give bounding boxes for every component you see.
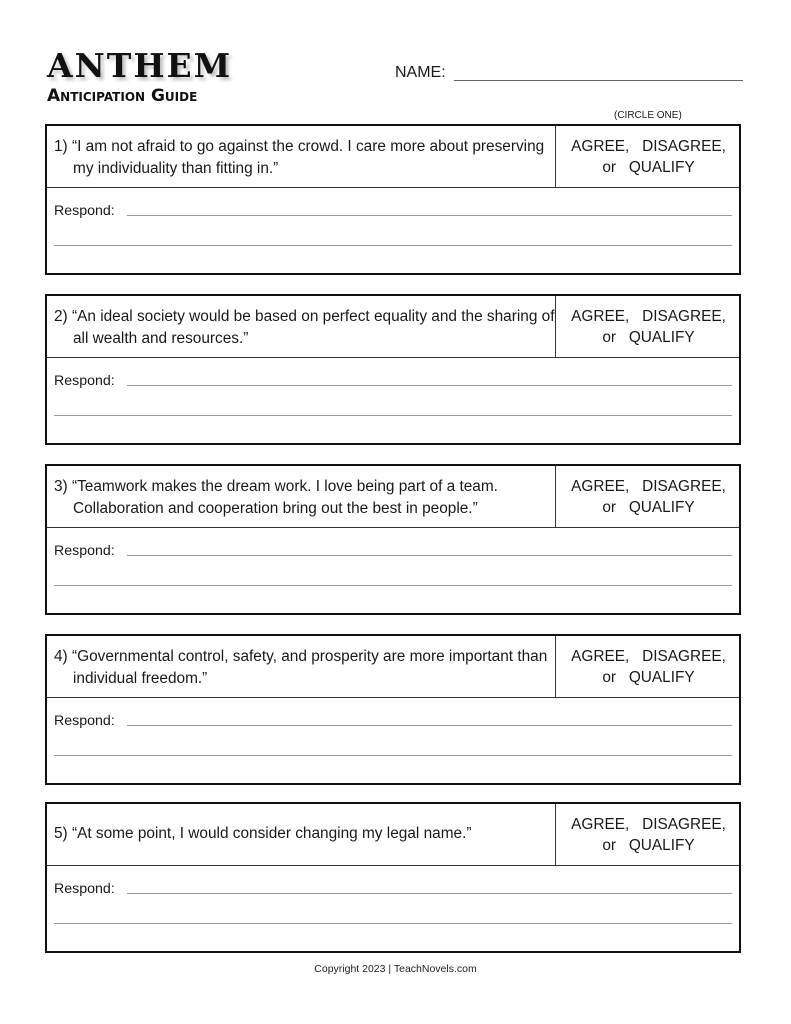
question-box-1 bbox=[45, 124, 741, 275]
question-text bbox=[54, 476, 568, 520]
question-row bbox=[47, 126, 739, 188]
question-statement: “I am not afraid to go against the crowd. I care more about preserving my individuality than fitting in.” bbox=[71, 138, 545, 177]
question-text bbox=[54, 646, 568, 690]
question-box-2 bbox=[45, 294, 741, 445]
choice-options[interactable] bbox=[555, 126, 741, 187]
choice-line-2: or QUALIFY bbox=[602, 498, 695, 516]
circle-one-note: (CIRCLE ONE) bbox=[614, 110, 682, 121]
worksheet-subtitle: Anticipation Guide bbox=[47, 86, 198, 106]
response-line-2[interactable] bbox=[54, 755, 732, 756]
choice-options[interactable] bbox=[555, 804, 741, 865]
question-statement: “Teamwork makes the dream work. I love being part of a team. Collaboration and cooperation bring out the best in people.” bbox=[71, 478, 498, 517]
choice-line-1: AGREE, DISAGREE, bbox=[571, 307, 726, 325]
response-line-2[interactable] bbox=[54, 923, 732, 924]
response-line-2[interactable] bbox=[54, 415, 732, 416]
worksheet-title: ANTHEM bbox=[47, 46, 233, 85]
question-row bbox=[47, 296, 739, 358]
question-text bbox=[54, 823, 568, 845]
choice-line-1: AGREE, DISAGREE, bbox=[571, 477, 726, 495]
question-statement: “An ideal society would be based on perfect equality and the sharing of all wealth and resources.” bbox=[71, 308, 555, 347]
question-box-4 bbox=[45, 634, 741, 785]
choice-line-1: AGREE, DISAGREE, bbox=[571, 137, 726, 155]
choice-line-1: AGREE, DISAGREE, bbox=[571, 647, 726, 665]
choice-options[interactable] bbox=[555, 296, 741, 357]
question-box-3 bbox=[45, 464, 741, 615]
response-line-1[interactable] bbox=[127, 215, 732, 216]
question-statement: “Governmental control, safety, and prosperity are more important than individual freedom.” bbox=[71, 648, 548, 687]
respond-label: Respond: bbox=[54, 203, 115, 219]
respond-label: Respond: bbox=[54, 543, 115, 559]
choice-options[interactable] bbox=[555, 466, 741, 527]
choice-line-2: or QUALIFY bbox=[602, 836, 695, 854]
choice-line-2: or QUALIFY bbox=[602, 668, 695, 686]
response-line-1[interactable] bbox=[127, 385, 732, 386]
choice-line-2: or QUALIFY bbox=[602, 158, 695, 176]
question-text bbox=[54, 136, 568, 180]
question-number: 3) bbox=[54, 478, 68, 495]
copyright-footer: Copyright 2023 | TeachNovels.com bbox=[314, 963, 477, 975]
choice-line-1: AGREE, DISAGREE, bbox=[571, 815, 726, 833]
respond-label: Respond: bbox=[54, 713, 115, 729]
response-line-2[interactable] bbox=[54, 585, 732, 586]
choice-line-2: or QUALIFY bbox=[602, 328, 695, 346]
question-text bbox=[54, 306, 568, 350]
question-statement: “At some point, I would consider changing my legal name.” bbox=[71, 825, 472, 842]
question-number: 2) bbox=[54, 308, 68, 325]
choice-options[interactable] bbox=[555, 636, 741, 697]
respond-label: Respond: bbox=[54, 881, 115, 897]
question-box-5 bbox=[45, 802, 741, 953]
question-number: 5) bbox=[54, 825, 68, 842]
response-line-1[interactable] bbox=[127, 555, 732, 556]
question-row bbox=[47, 636, 739, 698]
question-number: 4) bbox=[54, 648, 68, 665]
name-line bbox=[454, 80, 743, 81]
question-number: 1) bbox=[54, 138, 68, 155]
name-label: NAME: bbox=[395, 64, 446, 81]
response-line-1[interactable] bbox=[127, 893, 732, 894]
response-line-1[interactable] bbox=[127, 725, 732, 726]
respond-label: Respond: bbox=[54, 373, 115, 389]
question-row bbox=[47, 804, 739, 866]
question-row bbox=[47, 466, 739, 528]
response-line-2[interactable] bbox=[54, 245, 732, 246]
